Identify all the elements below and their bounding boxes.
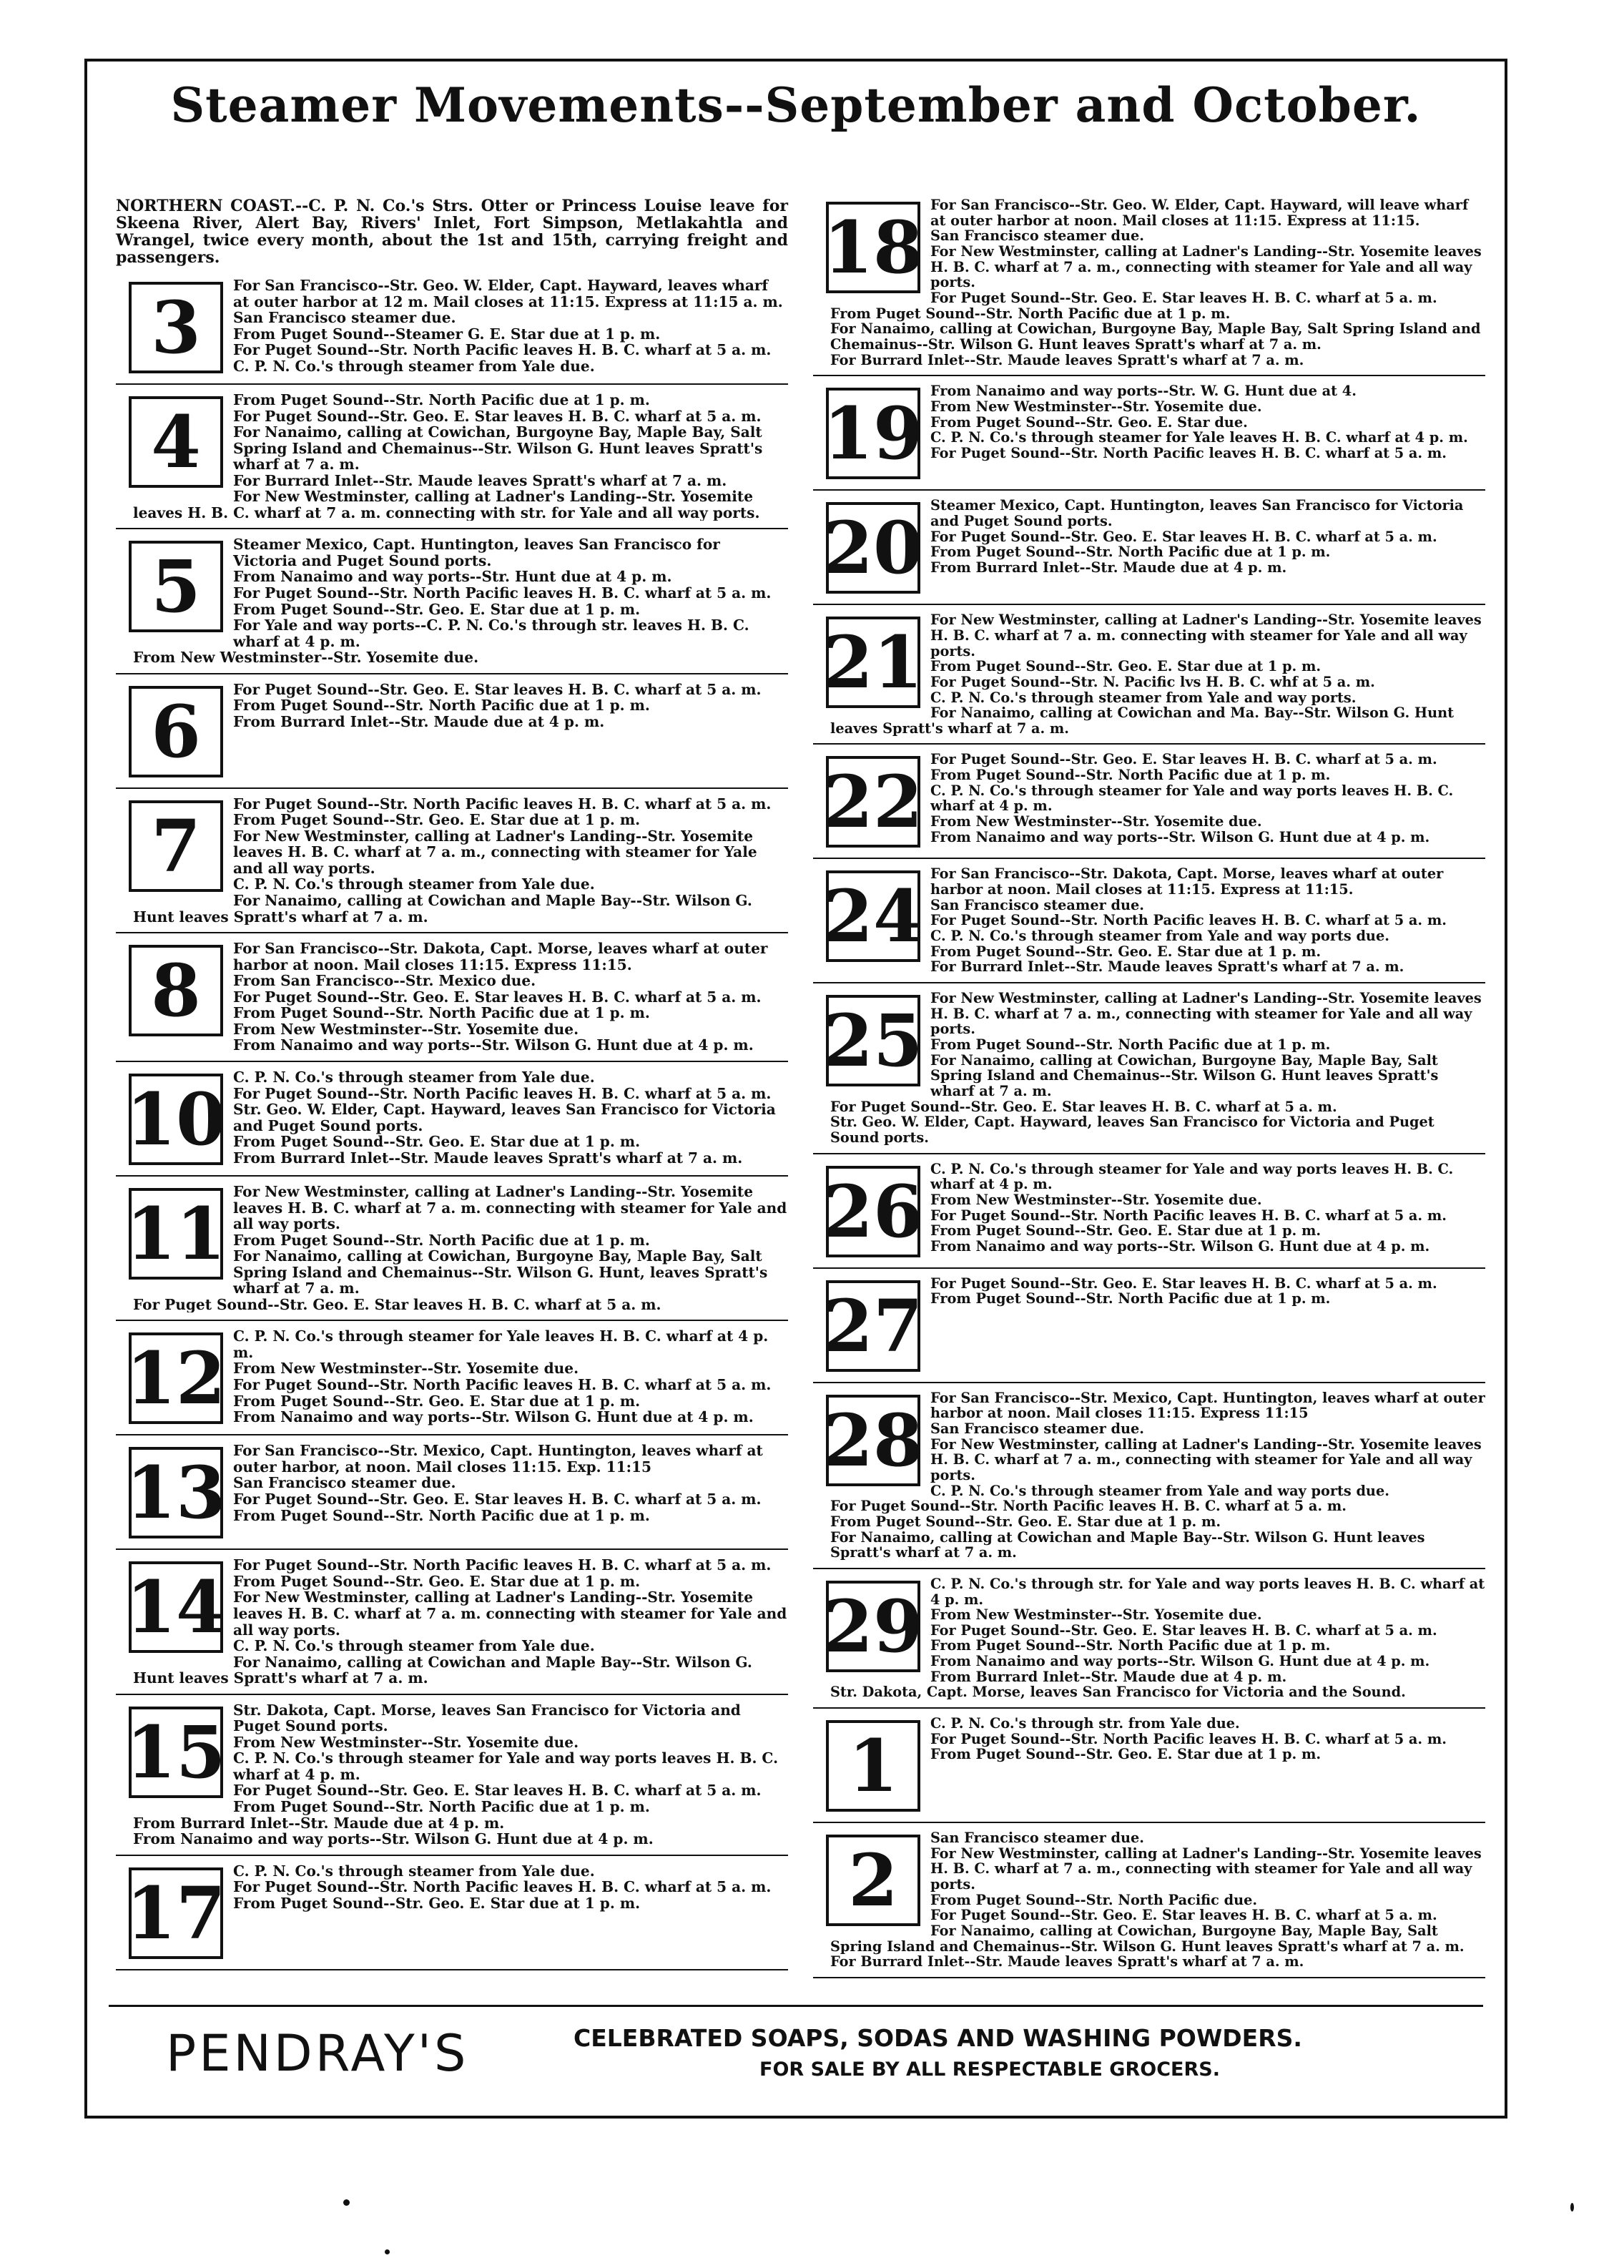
schedule-line: From Nanaimo and way ports--Str. Wilson G. Hunt due at 4 p. m. bbox=[133, 1830, 654, 1847]
schedule-line: From Puget Sound--Str. North Pacific due at 1 p. m. bbox=[233, 1797, 650, 1815]
day-entry bbox=[813, 1390, 1485, 1561]
day-entry bbox=[813, 1162, 1485, 1260]
entry-divider bbox=[813, 1382, 1485, 1383]
schedule-line: For Nanaimo, calling at Cowichan, Burgoyne Bay, Maple Bay, Salt Spring Island and Chemainus--Str. Wilson G. Hunt leaves Spratt's wharf at 7 a. m. bbox=[930, 1051, 1439, 1099]
day-entry bbox=[813, 498, 1485, 597]
schedule-line: For New Westminster, calling at Ladner's Landing--Str. Yosemite leaves H. B. C. wharf at 7 a. m. connecting with steamer for Yale and all way ports. bbox=[233, 1589, 787, 1639]
schedule-line: For Puget Sound--Str. North Pacific leaves H. B. C. wharf at 5 a. m. bbox=[930, 1207, 1447, 1224]
schedule-line: From Puget Sound--Str. North Pacific due at 1 p. m. bbox=[930, 1637, 1331, 1654]
schedule-line: For Puget Sound--Str. Geo. E. Star leaves H. B. C. wharf at 5 a. m. bbox=[930, 1621, 1437, 1639]
schedule-line: From Nanaimo and way ports--Str. Wilson G. Hunt due at 4 p. m. bbox=[930, 828, 1430, 845]
day-entry bbox=[116, 1702, 788, 1847]
entry-divider bbox=[116, 673, 788, 674]
day-number-box: 8 bbox=[129, 945, 223, 1036]
schedule-line: For Puget Sound--Str. North Pacific leaves H. B. C. wharf at 5 a. m. bbox=[233, 341, 772, 359]
schedule-line: From New Westminster--Str. Yosemite due. bbox=[233, 1360, 579, 1378]
day-number-box: 5 bbox=[129, 541, 223, 632]
schedule-line: C. P. N. Co.'s through steamer from Yale and way ports. bbox=[930, 689, 1357, 706]
schedule-line: From Burrard Inlet--Str. Maude due at 4 p. m. bbox=[930, 1668, 1287, 1685]
entry-divider bbox=[813, 489, 1485, 491]
entry-divider bbox=[813, 1267, 1485, 1269]
schedule-line: For Puget Sound--Str. North Pacific leaves H. B. C. wharf at 5 a. m. bbox=[830, 1498, 1347, 1515]
schedule-line: For Nanaimo, calling at Cowichan, Burgoyne Bay, Maple Bay, Salt Spring Island and Chemainus--Str. Wilson G. Hunt leaves Spratt's wharf at 7 a. m. bbox=[830, 320, 1481, 353]
schedule-line: From Puget Sound--Str. North Pacific due at 1 p. m. bbox=[233, 697, 650, 715]
schedule-line: For Puget Sound--Str. North Pacific leaves H. B. C. wharf at 5 a. m. bbox=[233, 1375, 772, 1393]
day-entry bbox=[116, 1184, 788, 1312]
schedule-line: From Nanaimo and way ports--Str. Wilson G. Hunt due at 4 p. m. bbox=[930, 1653, 1430, 1670]
schedule-line: From Burrard Inlet--Str. Maude due at 4 p. m. bbox=[233, 712, 605, 730]
day-number-box: 3 bbox=[129, 282, 223, 373]
schedule-line: From Nanaimo and way ports--Str. Wilson G. Hunt due at 4 p. m. bbox=[930, 1237, 1430, 1255]
schedule-line: Steamer Mexico, Capt. Huntington, leaves San Francisco for Victoria and Puget Sound ports. bbox=[233, 536, 720, 569]
schedule-line: For San Francisco--Str. Mexico, Capt. Huntington, leaves wharf at outer harbor at noon. Mail closes 11:15. Express 11:15 bbox=[930, 1390, 1485, 1422]
schedule-line: From New Westminster--Str. Yosemite due. bbox=[233, 1020, 579, 1038]
schedule-line: C. P. N. Co.'s through steamer from Yale due. bbox=[233, 1069, 595, 1086]
day-entry bbox=[116, 536, 788, 665]
day-number-box: 1 bbox=[826, 1720, 920, 1812]
schedule-line: C. P. N. Co.'s through str. from Yale due. bbox=[930, 1716, 1240, 1732]
day-number-box: 26 bbox=[826, 1166, 920, 1257]
schedule-line: From San Francisco--Str. Mexico due. bbox=[233, 972, 536, 990]
schedule-line: From New Westminster--Str. Yosemite due. bbox=[930, 398, 1262, 415]
schedule-line: For San Francisco--Str. Mexico, Capt. Huntington, leaves wharf at outer harbor, at noon. Mail closes 11:15. Exp. 11:15 bbox=[233, 1443, 763, 1476]
entry-divider bbox=[116, 1694, 788, 1695]
schedule-line: San Francisco steamer due. bbox=[233, 1474, 456, 1492]
schedule-line: C. P. N. Co.'s through steamer from Yale due. bbox=[233, 1862, 595, 1880]
schedule-line: From Puget Sound--Str. North Pacific due at 1 p. m. bbox=[233, 1004, 650, 1022]
day-number-box: 6 bbox=[129, 686, 223, 777]
schedule-line: From Puget Sound--Str. Geo. E. Star due. bbox=[930, 413, 1248, 431]
schedule-line: C. P. N. Co.'s through steamer for Yale and way ports leaves H. B. C. wharf at 4 p. m. bbox=[930, 782, 1454, 815]
schedule-line: For Puget Sound--Str. Geo. E. Star leaves H. B. C. wharf at 5 a. m. bbox=[930, 289, 1437, 306]
schedule-line: For San Francisco--Str. Geo. W. Elder, Capt. Hayward, will leave wharf at outer harbor at noon. Mail closes at 11:15. Express at 11:15. bbox=[930, 197, 1469, 229]
schedule-line: For Nanaimo, calling at Cowichan and Maple Bay--Str. Wilson G. Hunt leaves Spratt's wharf at 7 a. m. bbox=[133, 1653, 752, 1687]
schedule-line: For Puget Sound--Str. North Pacific leaves H. B. C. wharf at 5 a. m. bbox=[233, 795, 772, 813]
day-number-box: 22 bbox=[826, 756, 920, 848]
day-entry bbox=[813, 1276, 1485, 1375]
schedule-line: For Puget Sound--Str. Geo. E. Star leaves H. B. C. wharf at 5 a. m. bbox=[930, 1275, 1437, 1292]
schedule-line: For Puget Sound--Str. North Pacific leaves H. B. C. wharf at 5 a. m. bbox=[233, 1878, 772, 1896]
entry-divider bbox=[116, 1434, 788, 1435]
schedule-line: For Puget Sound--Str. Geo. E. Star leaves H. B. C. wharf at 5 a. m. bbox=[233, 988, 762, 1006]
entry-divider bbox=[813, 1707, 1485, 1709]
day-number-box: 25 bbox=[826, 995, 920, 1086]
print-speck bbox=[1570, 2203, 1574, 2211]
print-speck bbox=[385, 2249, 390, 2254]
schedule-line: For Puget Sound--Str. North Pacific leaves H. B. C. wharf at 5 a. m. bbox=[930, 912, 1447, 929]
day-number-box: 13 bbox=[129, 1447, 223, 1538]
day-number-box: 18 bbox=[826, 202, 920, 293]
entry-divider bbox=[116, 1175, 788, 1177]
schedule-line: From Puget Sound--Str. North Pacific due at 1 p. m. bbox=[930, 1036, 1331, 1054]
entry-divider bbox=[116, 383, 788, 385]
schedule-line: From Puget Sound--Str. Geo. E. Star due at 1 p. m. bbox=[233, 1133, 641, 1151]
schedule-line: From Puget Sound--Str. Geo. E. Star due at 1 p. m. bbox=[233, 811, 641, 829]
day-entry bbox=[116, 682, 788, 780]
day-entry bbox=[813, 1576, 1485, 1700]
entry-divider bbox=[813, 982, 1485, 983]
schedule-line: For Puget Sound--Str. Geo. E. Star leaves H. B. C. wharf at 5 a. m. bbox=[233, 1490, 762, 1508]
day-entry bbox=[116, 941, 788, 1054]
day-entry bbox=[813, 612, 1485, 736]
schedule-line: From Puget Sound--Str. North Pacific due at 1 p. m. bbox=[930, 767, 1331, 784]
entry-divider bbox=[813, 1568, 1485, 1569]
schedule-line: C. P. N. Co.'s through steamer from Yale due. bbox=[233, 357, 595, 375]
day-entry bbox=[813, 752, 1485, 850]
day-entry bbox=[813, 197, 1485, 368]
schedule-line: From Puget Sound--Str. North Pacific due at 1 p. m. bbox=[233, 392, 650, 408]
schedule-line: For Puget Sound--Str. North Pacific leaves H. B. C. wharf at 5 a. m. bbox=[233, 1557, 772, 1574]
day-entry bbox=[116, 1557, 788, 1686]
schedule-line: Str. Dakota, Capt. Morse, leaves San Francisco for Victoria and Puget Sound ports. bbox=[233, 1702, 741, 1735]
day-number-box: 29 bbox=[826, 1581, 920, 1672]
schedule-line: For Puget Sound--Str. Geo. E. Star leaves H. B. C. wharf at 5 a. m. bbox=[830, 1098, 1337, 1115]
day-entry bbox=[813, 1830, 1485, 1970]
entry-divider bbox=[116, 1320, 788, 1321]
entry-divider bbox=[813, 858, 1485, 859]
day-number-box: 12 bbox=[129, 1332, 223, 1424]
entry-divider bbox=[116, 1548, 788, 1550]
schedule-line: For San Francisco--Str. Dakota, Capt. Morse, leaves wharf at outer harbor at noon. Mail closes 11:15. Express 11:15. bbox=[233, 941, 768, 973]
schedule-line: For Puget Sound--Str. North Pacific leaves H. B. C. wharf at 5 a. m. bbox=[930, 444, 1447, 461]
schedule-line: Steamer Mexico, Capt. Huntington, leaves San Francisco for Victoria and Puget Sound ports. bbox=[930, 498, 1464, 529]
schedule-line: For Yale and way ports--C. P. N. Co.'s through str. leaves H. B. C. wharf at 4 p. m. bbox=[233, 617, 749, 650]
schedule-line: San Francisco steamer due. bbox=[930, 227, 1144, 245]
day-number-box: 17 bbox=[129, 1867, 223, 1959]
schedule-line: For Puget Sound--Str. Geo. E. Star leaves H. B. C. wharf at 5 a. m. bbox=[930, 1907, 1437, 1924]
schedule-line: C. P. N. Co.'s through steamer for Yale leaves H. B. C. wharf at 4 p. m. bbox=[233, 1328, 769, 1361]
entry-divider bbox=[813, 1822, 1485, 1823]
schedule-line: For Burrard Inlet--Str. Maude leaves Spratt's wharf at 7 a. m. bbox=[233, 471, 727, 489]
schedule-line: From Puget Sound--Str. Geo. E. Star due at 1 p. m. bbox=[930, 1746, 1322, 1763]
brand-name: PENDRAY'S bbox=[166, 2024, 469, 2083]
entry-divider bbox=[813, 743, 1485, 745]
day-number-box: 4 bbox=[129, 396, 223, 488]
entry-divider bbox=[116, 1061, 788, 1062]
schedule-line: For New Westminster, calling at Ladner's Landing--Str. Yosemite leaves H. B. C. wharf at 7 a. m., connecting with steamer for Yale and all way ports. bbox=[233, 827, 757, 877]
schedule-line: From New Westminster--Str. Yosemite due. bbox=[930, 1606, 1262, 1624]
brand-tagline: CELEBRATED SOAPS, SODAS AND WASHING POWDERS. bbox=[574, 2024, 1302, 2052]
schedule-line: C. P. N. Co.'s through steamer for Yale and way ports leaves H. B. C. wharf at 4 p. m. bbox=[233, 1749, 779, 1783]
schedule-line: For Nanaimo, calling at Cowichan and Maple Bay--Str. Wilson G. Hunt leaves Spratt's wharf at 7 a. m. bbox=[133, 892, 752, 926]
page-title: Steamer Movements--September and October. bbox=[170, 77, 1422, 133]
newspaper-page-frame bbox=[84, 59, 1507, 2119]
brand-subline: FOR SALE BY ALL RESPECTABLE GROCERS. bbox=[759, 2058, 1220, 2081]
schedule-line: From Puget Sound--Str. Geo. E. Star due at 1 p. m. bbox=[233, 1572, 641, 1590]
day-entry bbox=[116, 392, 788, 521]
day-entry bbox=[813, 991, 1485, 1146]
schedule-line: From New Westminster--Str. Yosemite due. bbox=[930, 1191, 1262, 1208]
schedule-line: For Puget Sound--Str. Geo. E. Star leaves H. B. C. wharf at 5 a. m. bbox=[930, 752, 1437, 768]
schedule-line: For Burrard Inlet--Str. Maude leaves Spratt's wharf at 7 a. m. bbox=[930, 958, 1404, 976]
schedule-line: For Puget Sound--Str. North Pacific leaves H. B. C. wharf at 5 a. m. bbox=[233, 584, 772, 602]
entry-divider bbox=[116, 528, 788, 529]
schedule-line: For Puget Sound--Str. Geo. E. Star leaves H. B. C. wharf at 5 a. m. bbox=[233, 1782, 762, 1800]
schedule-line: For New Westminster, calling at Ladner's Landing--Str. Yosemite leaves H. B. C. wharf at 7 a. m., connecting with steamer for Yale and all way ports. bbox=[930, 1435, 1482, 1483]
schedule-line: C. P. N. Co.'s through steamer for Yale and way ports leaves H. B. C. wharf at 4 p. m. bbox=[930, 1161, 1454, 1193]
schedule-line: From Burrard Inlet--Str. Maude due at 4 p. m. bbox=[133, 1814, 505, 1832]
schedule-line: For Puget Sound--Str. North Pacific leaves H. B. C. wharf at 5 a. m. bbox=[233, 1084, 772, 1102]
entry-divider bbox=[813, 1977, 1485, 1978]
schedule-line: San Francisco steamer due. bbox=[930, 1420, 1144, 1437]
schedule-line: From Puget Sound--Str. North Pacific due at 1 p. m. bbox=[830, 305, 1231, 322]
schedule-line: From New Westminster--Str. Yosemite due. bbox=[133, 649, 479, 666]
schedule-line: San Francisco steamer due. bbox=[233, 309, 456, 327]
left-column bbox=[116, 197, 788, 1978]
schedule-line: For New Westminster, calling at Ladner's Landing--Str. Yosemite leaves H. B. C. wharf at 7 a. m. connecting with str. for Yale and all way ports. bbox=[133, 488, 760, 521]
day-number-box: 28 bbox=[826, 1395, 920, 1486]
schedule-line: From Burrard Inlet--Str. Maude due at 4 p. m. bbox=[930, 559, 1287, 576]
day-number-box: 11 bbox=[129, 1188, 223, 1280]
day-number-box: 7 bbox=[129, 800, 223, 892]
schedule-line: From Puget Sound--Str. North Pacific due at 1 p. m. bbox=[930, 544, 1331, 561]
advertisement-footer bbox=[109, 2005, 1483, 2100]
schedule-line: C. P. N. Co.'s through str. for Yale and way ports leaves H. B. C. wharf at 4 p. m. bbox=[930, 1576, 1485, 1608]
day-number-box: 14 bbox=[129, 1561, 223, 1653]
northern-coast-notice: NORTHERN COAST.--C. P. N. Co.'s Strs. Otter or Princess Louise leave for Skeena River, Alert Bay, Rivers' Inlet, Fort Simpson, Metlakahtla and Wrangel, twice every month, about the 1st and 15th, carrying freight and passengers. bbox=[116, 197, 788, 267]
schedule-line: For San Francisco--Str. Dakota, Capt. Morse, leaves wharf at outer harbor at noon. Mail closes at 11:15. Express at 11:15. bbox=[930, 866, 1444, 898]
schedule-line: For New Westminster, calling at Ladner's Landing--Str. Yosemite leaves H. B. C. wharf at 7 a. m., connecting with steamer for Yale and all way ports. bbox=[930, 1845, 1482, 1893]
schedule-line: For Nanaimo, calling at Cowichan and Maple Bay--Str. Wilson G. Hunt leaves Spratt's wharf at 7 a. m. bbox=[830, 1528, 1425, 1561]
schedule-line: C. P. N. Co.'s through steamer for Yale leaves H. B. C. wharf at 4 p. m. bbox=[930, 429, 1468, 446]
right-column bbox=[813, 197, 1485, 1985]
schedule-line: From New Westminster--Str. Yosemite due. bbox=[233, 1733, 579, 1751]
schedule-line: From Nanaimo and way ports--Str. Wilson G. Hunt due at 4 p. m. bbox=[233, 1036, 754, 1054]
schedule-line: From Puget Sound--Str. North Pacific due at 1 p. m. bbox=[233, 1506, 650, 1524]
schedule-line: For Puget Sound--Str. Geo. E. Star leaves H. B. C. wharf at 5 a. m. bbox=[233, 681, 762, 698]
schedule-line: For New Westminster, calling at Ladner's Landing--Str. Yosemite leaves H. B. C. wharf at 7 a. m., connecting with steamer for Yale and all way ports. bbox=[930, 242, 1482, 291]
schedule-line: From Puget Sound--Steamer G. E. Star due at 1 p. m. bbox=[233, 325, 661, 343]
entry-divider bbox=[813, 604, 1485, 605]
schedule-line: From Puget Sound--Str. Geo. E. Star due at 1 p. m. bbox=[233, 1894, 641, 1912]
day-entry bbox=[116, 1443, 788, 1541]
schedule-line: Str. Geo. W. Elder, Capt. Hayward, leaves San Francisco for Victoria and Puget Sound ports. bbox=[233, 1101, 776, 1134]
schedule-line: For Nanaimo, calling at Cowichan, Burgoyne Bay, Maple Bay, Salt Spring Island and Chemainus--Str. Wilson G. Hunt leaves Spratt's wharf at 7 a. m. bbox=[830, 1923, 1465, 1955]
schedule-line: C. P. N. Co.'s through steamer from Yale and way ports due. bbox=[930, 928, 1389, 945]
schedule-line: From Burrard Inlet--Str. Maude leaves Spratt's wharf at 7 a. m. bbox=[233, 1149, 743, 1167]
schedule-line: From New Westminster--Str. Yosemite due. bbox=[930, 813, 1262, 830]
schedule-line: For Nanaimo, calling at Cowichan, Burgoyne Bay, Maple Bay, Salt Spring Island and Chemainus--Str. Wilson G. Hunt leaves Spratt's wharf at 7 a. m. bbox=[233, 423, 763, 473]
schedule-line: From Puget Sound--Str. Geo. E. Star due at 1 p. m. bbox=[930, 658, 1322, 675]
schedule-line: From Puget Sound--Str. Geo. E. Star due at 1 p. m. bbox=[233, 1392, 641, 1410]
schedule-line: For Puget Sound--Str. North Pacific leaves H. B. C. wharf at 5 a. m. bbox=[930, 1730, 1447, 1747]
schedule-line: For New Westminster, calling at Ladner's Landing--Str. Yosemite leaves H. B. C. wharf at 7 a. m. connecting with steamer for Yale and all way ports. bbox=[233, 1183, 787, 1233]
schedule-line: For Puget Sound--Str. Geo. E. Star leaves H. B. C. wharf at 5 a. m. bbox=[133, 1295, 661, 1313]
day-number-box: 21 bbox=[826, 617, 920, 708]
schedule-line: For San Francisco--Str. Geo. W. Elder, Capt. Hayward, leaves wharf at outer harbor at 12 m. Mail closes at 11:15. Express at 11:15 a. m. bbox=[233, 278, 783, 310]
schedule-line: From Puget Sound--Str. North Pacific due at 1 p. m. bbox=[930, 1290, 1331, 1307]
schedule-line: C. P. N. Co.'s through steamer from Yale and way ports due. bbox=[930, 1482, 1389, 1499]
schedule-line: From Puget Sound--Str. Geo. E. Star due at 1 p. m. bbox=[830, 1513, 1221, 1530]
day-entry bbox=[116, 278, 788, 376]
schedule-line: For New Westminster, calling at Ladner's Landing--Str. Yosemite leaves H. B. C. wharf at 7 a. m. connecting with steamer for Yale and all way ports. bbox=[930, 612, 1482, 659]
day-number-box: 15 bbox=[129, 1707, 223, 1798]
entry-divider bbox=[813, 375, 1485, 376]
day-entry bbox=[116, 1069, 788, 1168]
entry-divider bbox=[116, 787, 788, 789]
entry-divider bbox=[116, 932, 788, 933]
entry-divider bbox=[116, 1969, 788, 1970]
day-number-box: 24 bbox=[826, 870, 920, 962]
schedule-line: From Puget Sound--Str. North Pacific due. bbox=[930, 1891, 1258, 1908]
entry-divider bbox=[116, 1855, 788, 1856]
schedule-line: For Puget Sound--Str. Geo. E. Star leaves H. B. C. wharf at 5 a. m. bbox=[233, 407, 762, 425]
day-entry bbox=[116, 1863, 788, 1962]
day-entry bbox=[813, 383, 1485, 482]
day-entry bbox=[116, 1328, 788, 1427]
schedule-line: C. P. N. Co.'s through steamer from Yale due. bbox=[233, 1637, 595, 1655]
schedule-line: For New Westminster, calling at Ladner's Landing--Str. Yosemite leaves H. B. C. wharf at 7 a. m., connecting with steamer for Yale and all way ports. bbox=[930, 991, 1482, 1038]
schedule-line: For Nanaimo, calling at Cowichan and Ma. Bay--Str. Wilson G. Hunt leaves Spratt's wharf at 7 a. m. bbox=[830, 705, 1455, 737]
schedule-line: Str. Geo. W. Elder, Capt. Hayward, leaves San Francisco for Victoria and Puget Sound ports. bbox=[830, 1114, 1434, 1146]
day-entry bbox=[813, 866, 1485, 975]
schedule-line: For Nanaimo, calling at Cowichan, Burgoyne Bay, Maple Bay, Salt Spring Island and Chemainus--Str. Wilson G. Hunt, leaves Spratt's wharf at 7 a. m. bbox=[233, 1247, 768, 1297]
schedule-line: Str. Dakota, Capt. Morse, leaves San Francisco for Victoria and the Sound. bbox=[830, 1684, 1406, 1701]
schedule-line: From Puget Sound--Str. Geo. E. Star due at 1 p. m. bbox=[233, 600, 641, 618]
day-entry bbox=[813, 1716, 1485, 1815]
day-number-box: 27 bbox=[826, 1280, 920, 1372]
schedule-line: For Puget Sound--Str. N. Pacific lvs H. B. C. whf at 5 a. m. bbox=[930, 673, 1375, 690]
schedule-line: San Francisco steamer due. bbox=[930, 896, 1144, 913]
schedule-line: From Puget Sound--Str. North Pacific due at 1 p. m. bbox=[233, 1231, 650, 1249]
day-number-box: 20 bbox=[826, 502, 920, 594]
day-number-box: 2 bbox=[826, 1835, 920, 1926]
schedule-line: From Nanaimo and way ports--Str. Hunt due at 4 p. m. bbox=[233, 568, 672, 586]
schedule-line: From Puget Sound--Str. Geo. E. Star due at 1 p. m. bbox=[930, 943, 1322, 960]
schedule-line: C. P. N. Co.'s through steamer from Yale due. bbox=[233, 875, 595, 893]
print-speck bbox=[343, 2199, 350, 2206]
schedule-line: From Puget Sound--Str. Geo. E. Star due at 1 p. m. bbox=[930, 1222, 1322, 1239]
schedule-line: For Burrard Inlet--Str. Maude leaves Spratt's wharf at 7 a. m. bbox=[830, 1953, 1304, 1970]
day-number-box: 19 bbox=[826, 388, 920, 479]
schedule-line: For Burrard Inlet--Str. Maude leaves Spratt's wharf at 7 a. m. bbox=[830, 351, 1304, 368]
entry-divider bbox=[813, 1153, 1485, 1154]
schedule-line: From Nanaimo and way ports--Str. Wilson G. Hunt due at 4 p. m. bbox=[233, 1408, 754, 1426]
schedule-line: From Nanaimo and way ports--Str. W. G. Hunt due at 4. bbox=[930, 383, 1357, 400]
schedule-line: San Francisco steamer due. bbox=[930, 1830, 1144, 1847]
day-number-box: 10 bbox=[129, 1074, 223, 1165]
day-entry bbox=[116, 796, 788, 925]
schedule-line: For Puget Sound--Str. Geo. E. Star leaves H. B. C. wharf at 5 a. m. bbox=[930, 528, 1437, 545]
